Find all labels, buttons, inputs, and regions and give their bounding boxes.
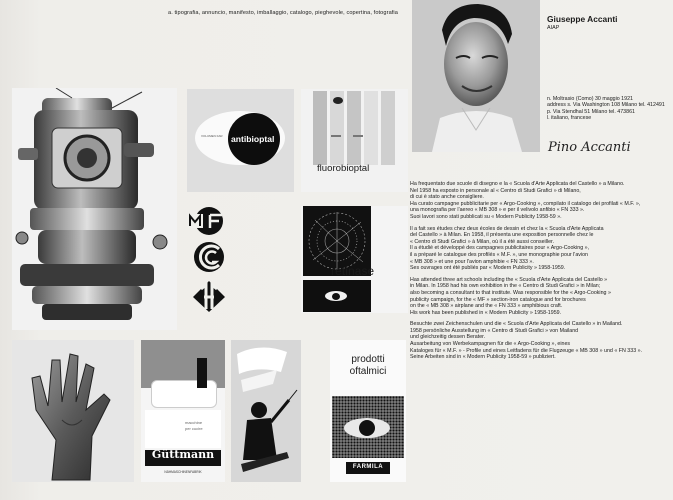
farmila-brand: FARMILA [352, 464, 384, 470]
bio-french: Il a fait ses études chez deux écoles de dessin et chez la « Scuola d'Arte Applicata del Castello » à Milan. En 1958, il présenta une exposition personnelle chez le « Centro di Studi Grafici » à Milan, où il a été aussi conseiller. Il a étudié et développé des campagnes publicitaires pour « Argo-Cooking », il a préparé le catalogue des profilés « M.F. », une monographie pour l'avion « MB 308 » et une pour l'avion amphibie « FN 333 ». Ses ouvrages ont été publiés par « Modern Publicity » 1958-1959. [410, 225, 604, 272]
h-logo-icon [193, 281, 225, 312]
hand-sculpture-photo [12, 340, 134, 482]
phone-info: p. Via Stendhal 51 Milano tel. 473861 [547, 108, 635, 115]
theodolite-illustration [12, 88, 177, 330]
logo-column [186, 205, 232, 313]
guttmann-tagline-2: per cucire [185, 426, 203, 431]
retinase-brand: retinase [331, 266, 375, 278]
antibioptal-package [187, 89, 294, 192]
conductor-poster [231, 340, 301, 482]
designer-affiliation: AIAP [547, 25, 560, 31]
bio-english: Has attended three art schools including the « Scuola d'Arte Applicata del Castello » in Milan. In 1958 had his own exhibition in the « Centro di Studi Grafici » in Milan; also becoming a consultant to that institute. Was responsible for the « Argo-Cooking » publicity campaign, for the « MF » section-iron catalogue and for brochures on the « MB 308 » airplane and the « FN 333 » amphibious craft. His work has been published in « Modern Publicity » 1958-1959. [410, 276, 611, 316]
mf-logo-icon [188, 207, 223, 235]
volumen-label: VOLUMEN FAR [201, 134, 223, 138]
oftalmici-title-2: oftalmici [349, 366, 387, 377]
designer-portrait [412, 0, 540, 152]
retina-pattern-icon [305, 208, 369, 274]
address-info: address s. Via Washington 108 Milano tel. 412491 [547, 102, 665, 109]
retinase-package [301, 206, 408, 313]
fluorobioptal-brand: fluorobioptal [317, 163, 370, 174]
designer-details [547, 96, 665, 122]
guttmann-sub: NÄHMASCHINENFABRIK [164, 470, 202, 474]
bottle-cap-icon [333, 97, 343, 104]
biography [410, 181, 668, 366]
designer-name: Giuseppe Accanti [547, 14, 618, 24]
oftalmici-poster [330, 340, 406, 482]
sewing-machine-icon [151, 380, 217, 408]
bio-italian: Ha frequentato due scuole di disegno e la « Scuola d'Arte Applicata del Castello » a Milano. Nel 1958 ha esposto in personale al « Centro di Studi Grafici » di Milano, di cui è stato anche consigliere. Ha curato campagne pubblicitarie per « Argo-Cooking », compilato il catalogo dei profilati « M.F. », una monografia per l'aereo « MB 308 » e per il velivolo anfibio « FN 333 ». Suoi lavori sono stati pubblicati su « Modern Publicity 1958-59 ». [410, 181, 641, 220]
guttmann-poster [141, 340, 225, 482]
theodolite-photo [12, 88, 177, 330]
antibioptal-brand: antibioptal [231, 134, 275, 144]
bio-german: Besuchte zwei Zeichenschulen und die « Scuola d'Arte Applicata del Castello » in Mailand. 1958 persönliche Ausstellung im « Centro di Studi Grafici » von Mailand und gleichzeitig dessen Berater. Ausarbeitung von Werbekampagnen für die « Argo-Cooking », eines Kataloges für « M.F. » - Profile und eines Leitfadens für die Flugzeuge « MB 308 » und « FN 333 ». Seine Arbeiten sind in « Modern Publicity 1958-59 » publiziert. [410, 321, 643, 361]
guttmann-tagline-1: macchine [185, 420, 203, 425]
category-header: a. tipografia, annuncio, manifesto, imballaggio, catalogo, pieghevole, copertina, fotografia [168, 10, 398, 16]
fluorobioptal-package [301, 89, 408, 192]
cg-logo-icon [194, 242, 224, 272]
oftalmici-title-1: prodotti [351, 354, 385, 365]
birth-info: n. Moltrasio (Como) 30 maggio 1921 [547, 96, 633, 102]
guttmann-brand: Güttmann [151, 448, 215, 461]
languages-info: l. italiano, francese [547, 115, 592, 122]
designer-signature: Pino Accanti [548, 140, 631, 155]
